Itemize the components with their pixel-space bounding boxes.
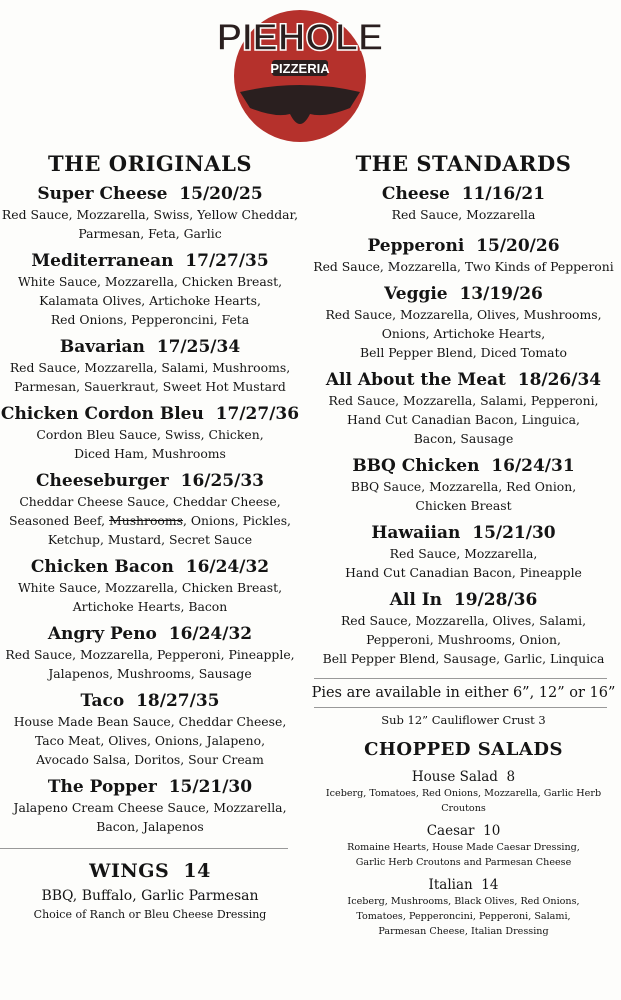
salad-desc: Iceberg, Mushrooms, Black Olives, Red Onions, <box>347 896 580 907</box>
item-desc: Jalapeno Cream Cheese Sauce, Mozzarella, <box>13 800 287 815</box>
salad-name: Caesar <box>426 823 475 839</box>
item-desc: Pepperoni, Mushrooms, Onion, <box>366 632 561 647</box>
item-desc: Hand Cut Canadian Bacon, Linguica, <box>347 412 580 427</box>
salad-name: Italian <box>428 877 473 893</box>
originals-column <box>0 150 300 922</box>
item-price: 19/28/36 <box>453 590 538 610</box>
item-desc: Red Sauce, Mozzarella, <box>389 546 538 561</box>
item-name: Hawaiian <box>371 523 461 543</box>
menu-item <box>0 251 300 329</box>
item-name: BBQ Chicken <box>352 456 480 476</box>
item-price: 15/20/26 <box>476 236 560 256</box>
item-desc: Red Sauce, Mozzarella, Olives, Mushrooms, <box>325 307 602 322</box>
item-desc: Red Sauce, Mozzarella, Swiss, Yellow Cheddar, <box>1 207 299 222</box>
salads-title: CHOPPED SALADS <box>364 739 563 760</box>
menu-item <box>306 184 621 224</box>
item-name: All In <box>389 590 443 610</box>
item-name: All About the Meat <box>325 370 506 390</box>
item-price: 16/25/33 <box>180 471 264 491</box>
menu-item <box>0 471 300 549</box>
item-name: Chicken Bacon <box>30 557 174 577</box>
logo-wordmark: PIEHOLE <box>216 17 384 59</box>
menu-item <box>0 624 300 683</box>
item-desc: Parmesan, Feta, Garlic <box>78 226 222 241</box>
item-desc: Red Sauce, Mozzarella <box>391 207 536 222</box>
item-desc: White Sauce, Mozzarella, Chicken Breast, <box>17 580 283 595</box>
item-name: Angry Peno <box>47 624 157 644</box>
logo-subtitle: PIZZERIA <box>270 61 330 76</box>
item-price: 11/16/21 <box>461 184 546 204</box>
item-desc: Onions, Artichoke Hearts, <box>381 326 546 341</box>
item-price: 16/24/31 <box>491 456 575 476</box>
menu-item <box>306 284 621 362</box>
item-desc: Chicken Breast <box>415 498 512 513</box>
standards-column <box>306 150 621 939</box>
item-name: Taco <box>80 691 125 711</box>
menu-item <box>306 456 621 515</box>
menu-item <box>306 236 621 276</box>
item-desc: White Sauce, Mozzarella, Chicken Breast, <box>17 274 283 289</box>
salad-desc: Iceberg, Tomatoes, Red Onions, Mozzarella, Garlic Herb Croutons <box>325 788 602 814</box>
item-name: Pepperoni <box>367 236 465 256</box>
item-desc: Bell Pepper Blend, Diced Tomato <box>359 345 568 360</box>
item-price: 18/27/35 <box>136 691 220 711</box>
piehole-logo <box>210 8 390 148</box>
standards-title: THE STANDARDS <box>355 151 572 176</box>
menu-item <box>0 557 300 616</box>
item-desc: Red Onions, Pepperoncini, Feta <box>50 312 250 327</box>
item-name: Chicken Cordon Bleu <box>0 404 204 424</box>
originals-title: THE ORIGINALS <box>47 151 253 176</box>
cauliflower-note: Sub 12” Cauliflower Crust 3 <box>381 713 546 727</box>
menu-item <box>306 523 621 582</box>
item-desc: Cheddar Cheese Sauce, Cheddar Cheese, <box>19 494 281 509</box>
item-price: 15/21/30 <box>168 777 253 797</box>
item-desc: Red Sauce, Mozzarella, Pepperoni, Pineapple, <box>5 647 295 662</box>
menu-item <box>0 404 300 463</box>
menu-item <box>306 370 621 448</box>
wings-title: WINGS <box>89 860 170 882</box>
divider <box>0 848 288 849</box>
wings-flavors: BBQ, Buffalo, Garlic Parmesan <box>41 888 259 904</box>
salad-desc: Garlic Herb Croutons and Parmesan Cheese <box>355 857 572 868</box>
item-name: Mediterranean <box>31 251 174 271</box>
struck-ingredient: Mushrooms <box>109 513 183 528</box>
salad-price: 8 <box>506 769 516 785</box>
item-desc: Red Sauce, Mozzarella, Salami, Mushrooms, <box>9 360 291 375</box>
item-desc: Bacon, Sausage <box>413 431 514 446</box>
item-desc: Taco Meat, Olives, Onions, Jalapeno, <box>34 733 266 748</box>
menu-item <box>0 337 300 396</box>
menu-item <box>0 184 300 243</box>
sizes-note: Pies are available in either 6”, 12” or 16” <box>311 685 616 701</box>
item-desc: Diced Ham, Mushrooms <box>74 446 226 461</box>
item-desc: Parmesan, Sauerkraut, Sweet Hot Mustard <box>14 379 286 394</box>
item-desc: Jalapenos, Mushrooms, Sausage <box>48 666 252 681</box>
salad-desc: Tomatoes, Pepperoncini, Pepperoni, Salami, <box>356 911 571 922</box>
item-desc: Red Sauce, Mozzarella, Olives, Salami, <box>340 613 587 628</box>
item-desc: Bell Pepper Blend, Sausage, Garlic, Linquica <box>322 651 605 666</box>
item-price: 16/24/32 <box>185 557 270 577</box>
item-name: Bavarian <box>59 337 145 357</box>
item-desc: Ketchup, Mustard, Secret Sauce <box>47 532 253 547</box>
item-name: Cheeseburger <box>35 471 169 491</box>
salad-item <box>306 822 621 870</box>
item-desc: BBQ Sauce, Mozzarella, Red Onion, <box>350 479 577 494</box>
item-price: 17/27/36 <box>215 404 300 424</box>
item-desc: Cordon Bleu Sauce, Swiss, Chicken, <box>36 427 264 442</box>
item-desc: Kalamata Olives, Artichoke Hearts, <box>39 293 261 308</box>
item-name: Cheese <box>381 184 450 204</box>
salad-price: 10 <box>483 823 501 839</box>
menu-item <box>0 777 300 836</box>
item-desc: Seasoned Beef, Mushrooms, Onions, Pickles, <box>9 513 291 528</box>
wings-price: 14 <box>183 860 211 882</box>
item-desc: Artichoke Hearts, Bacon <box>72 599 228 614</box>
item-name: Veggie <box>384 284 448 304</box>
salad-item <box>306 768 621 816</box>
salad-desc: Parmesan Cheese, Italian Dressing <box>378 926 549 937</box>
wings-dressing-note: Choice of Ranch or Bleu Cheese Dressing <box>33 908 267 921</box>
item-desc: Red Sauce, Mozzarella, Salami, Pepperoni, <box>328 393 599 408</box>
item-price: 17/25/34 <box>156 337 241 357</box>
salad-price: 14 <box>481 877 499 893</box>
item-price: 15/21/30 <box>472 523 556 543</box>
divider <box>314 707 607 708</box>
salad-name: House Salad <box>411 769 498 785</box>
item-price: 13/19/26 <box>459 284 543 304</box>
menu-item <box>306 590 621 668</box>
salad-desc: Romaine Hearts, House Made Caesar Dressing, <box>347 842 580 853</box>
item-price: 18/26/34 <box>517 370 602 390</box>
item-desc: House Made Bean Sauce, Cheddar Cheese, <box>13 714 287 729</box>
item-desc: Bacon, Jalapenos <box>96 819 204 834</box>
wings-section <box>0 857 300 922</box>
item-desc: Avocado Salsa, Doritos, Sour Cream <box>36 752 264 767</box>
item-price: 16/24/32 <box>168 624 253 644</box>
item-desc: Hand Cut Canadian Bacon, Pineapple <box>345 565 582 580</box>
item-price: 17/27/35 <box>185 251 269 271</box>
divider <box>314 678 607 679</box>
item-desc: Red Sauce, Mozzarella, Two Kinds of Pepperoni <box>313 259 614 274</box>
salad-item <box>306 876 621 939</box>
item-name: The Popper <box>47 777 157 797</box>
item-price: 15/20/25 <box>179 184 263 204</box>
item-name: Super Cheese <box>37 184 168 204</box>
menu-item <box>0 691 300 769</box>
